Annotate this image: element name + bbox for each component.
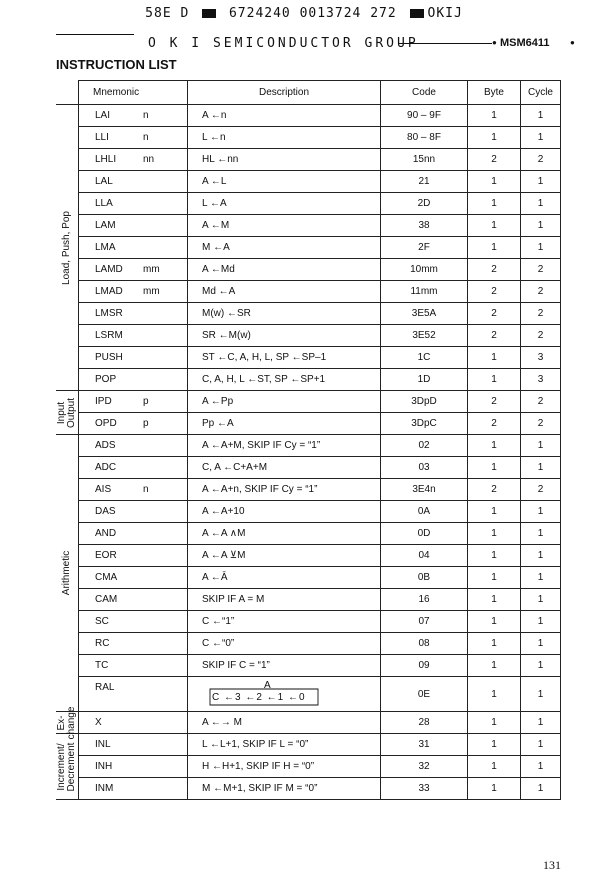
table-row [56,347,561,369]
description: H ←H+1, SKIP IF H = “0” [188,756,381,778]
black-block-mark [410,9,424,18]
cycle: 1 [521,734,561,756]
byte: 1 [468,171,521,193]
mnemonic: RAL [95,682,115,693]
rotate-diagram [202,679,332,707]
description: M(w) ←SR [188,303,381,325]
code: 1C [381,347,468,369]
group-label: Input Output [56,397,77,428]
code: 32 [381,756,468,778]
operand: p [143,396,149,407]
group-label-cell [56,706,79,739]
code: 80 – 8F [381,127,468,149]
description: A ←A+M, SKIP IF Cy = “1” [188,435,381,457]
mnemonic: PUSH [95,352,123,363]
code: 04 [381,545,468,567]
description: SR ←M(w) [188,325,381,347]
description: L ←n [188,127,381,149]
code: 3DpD [381,391,468,413]
description: C ←“1” [188,611,381,633]
group-label: Ex- change [56,706,77,739]
group-label: Increment/ Decrement [56,742,77,791]
code: 33 [381,778,468,800]
description: SKIP IF C = “1” [188,655,381,677]
mnemonic: POP [95,374,117,385]
byte: 2 [468,325,521,347]
mnemonic: OPD [95,418,117,429]
company-header [0,36,608,54]
header-rule [398,43,492,44]
byte: 1 [468,369,521,391]
table-row [56,545,561,567]
scan-header-line: 58E D 6724240 0013724 272 OKIJ [145,6,463,21]
description: L ←L+1, SKIP IF L = “0” [188,734,381,756]
part-number: MSM6411 [500,37,550,49]
table-row [56,193,561,215]
cycle: 1 [521,171,561,193]
cycle: 2 [521,259,561,281]
code: 90 – 9F [381,105,468,127]
table-row [56,501,561,523]
code: 3E4n [381,479,468,501]
code: 3DpC [381,413,468,435]
table-row [56,611,561,633]
mnemonic: EOR [95,550,117,561]
description: A ←Md [188,259,381,281]
code: 0B [381,567,468,589]
table-row [56,479,561,501]
mnemonic: SC [95,616,109,627]
description: A ←→ M [188,712,381,734]
byte: 1 [468,347,521,369]
mnemonic: LAI [95,110,111,121]
cycle: 1 [521,501,561,523]
group-label-cell [56,391,79,435]
mnemonic: CMA [95,572,118,583]
col-code: Code [381,81,468,105]
mnemonic: INL [95,739,111,750]
cycle: 1 [521,756,561,778]
table-row [56,171,561,193]
mnemonic: INH [95,761,113,772]
cycle: 2 [521,149,561,171]
description: M ←M+1, SKIP IF M = “0” [188,778,381,800]
table-row [56,325,561,347]
table-row [56,756,561,778]
byte: 2 [468,479,521,501]
table-row [56,413,561,435]
rotate-bottom-label: C ←3 ←2 ←1 ←0 [212,691,306,703]
description: Md ←A [188,281,381,303]
table-row [56,778,561,800]
mnemonic: LMA [95,242,116,253]
rotate-top-label: A [264,679,271,691]
byte: 1 [468,105,521,127]
table-row [56,677,561,712]
table-header-row [56,81,561,105]
black-block-mark [202,9,216,18]
code: 15nn [381,149,468,171]
mnemonic: LAM [95,220,116,231]
table-row [56,127,561,149]
byte: 1 [468,215,521,237]
table-row [56,237,561,259]
description: SKIP IF A = M [188,589,381,611]
byte: 1 [468,633,521,655]
code: 2F [381,237,468,259]
byte: 2 [468,281,521,303]
code: 16 [381,589,468,611]
byte: 1 [468,545,521,567]
col-description: Description [188,81,381,105]
cycle: 2 [521,479,561,501]
company-name: O K I SEMICONDUCTOR GROUP [148,36,419,51]
table-row [56,712,561,734]
byte: 1 [468,567,521,589]
code: 07 [381,611,468,633]
cycle: 1 [521,677,561,712]
table-row [56,259,561,281]
byte: 1 [468,655,521,677]
table-row [56,105,561,127]
code: 09 [381,655,468,677]
table-row [56,655,561,677]
description: A ←Pp [188,391,381,413]
description: A ←A ∧M [188,523,381,545]
byte: 2 [468,149,521,171]
table-row [56,149,561,171]
mnemonic: TC [95,660,109,671]
mnemonic: LHLI [95,154,117,165]
cycle: 2 [521,281,561,303]
cycle: 1 [521,712,561,734]
byte: 1 [468,435,521,457]
cycle: 2 [521,325,561,347]
byte: 2 [468,259,521,281]
byte: 1 [468,193,521,215]
mnemonic: LAL [95,176,113,187]
description [188,677,381,712]
description: A ←A+n, SKIP IF Cy = “1” [188,479,381,501]
description: HL ←nn [188,149,381,171]
mnemonic: IPD [95,396,112,407]
byte: 1 [468,712,521,734]
description: ST ←C, A, H, L, SP ←SP–1 [188,347,381,369]
byte: 1 [468,237,521,259]
code: 28 [381,712,468,734]
code: 3E52 [381,325,468,347]
byte: 1 [468,778,521,800]
byte: 1 [468,677,521,712]
code: 3E5A [381,303,468,325]
mnemonic: X [95,717,102,728]
table-row [56,567,561,589]
code: 08 [381,633,468,655]
operand: n [143,484,149,495]
cycle: 3 [521,369,561,391]
byte: 1 [468,611,521,633]
operand: p [143,418,149,429]
description: C ←“0” [188,633,381,655]
col-mnemonic: Mnemonic [79,81,188,105]
table-row [56,369,561,391]
cycle: 2 [521,413,561,435]
table-row [56,281,561,303]
cycle: 1 [521,633,561,655]
mnemonic: AIS [95,484,112,495]
cycle: 1 [521,778,561,800]
cycle: 3 [521,347,561,369]
bullet-icon: ● [492,38,497,47]
operand: n [143,110,149,121]
mnemonic: LMSR [95,308,123,319]
byte: 1 [468,127,521,149]
mnemonic: RC [95,638,110,649]
cycle: 1 [521,611,561,633]
operand: n [143,132,149,143]
description: A ←A ⊻M [188,545,381,567]
group-label-cell [56,435,79,712]
code: 38 [381,215,468,237]
cycle: 1 [521,567,561,589]
byte: 2 [468,303,521,325]
code: 31 [381,734,468,756]
code: 0E [381,677,468,712]
code: 0A [381,501,468,523]
description: Pp ←A [188,413,381,435]
cycle: 1 [521,435,561,457]
cycle: 1 [521,655,561,677]
description: C, A, H, L ←ST, SP ←SP+1 [188,369,381,391]
code: 2D [381,193,468,215]
instruction-table [56,80,561,800]
mnemonic: LMAD [95,286,123,297]
table-row [56,734,561,756]
table-row [56,435,561,457]
mnemonic: INM [95,783,114,794]
mnemonic: CAM [95,594,118,605]
group-label-cell [56,734,79,800]
group-label: Arithmetic [61,550,72,596]
mnemonic: LLA [95,198,113,209]
cycle: 1 [521,127,561,149]
cycle: 1 [521,589,561,611]
byte: 1 [468,756,521,778]
description: A ←Ā [188,567,381,589]
table-row [56,457,561,479]
byte: 1 [468,589,521,611]
description: M ←A [188,237,381,259]
description: C, A ←C+A+M [188,457,381,479]
cycle: 1 [521,215,561,237]
mnemonic: ADS [95,440,116,451]
operand: mm [143,286,160,297]
col-byte: Byte [468,81,521,105]
cycle: 1 [521,457,561,479]
cycle: 1 [521,523,561,545]
operand: nn [143,154,155,165]
byte: 2 [468,391,521,413]
operand: mm [143,264,160,275]
cycle: 1 [521,545,561,567]
cycle: 1 [521,237,561,259]
cycle: 1 [521,193,561,215]
byte: 1 [468,457,521,479]
code: 11mm [381,281,468,303]
table-row [56,391,561,413]
table-row [56,523,561,545]
mnemonic: DAS [95,506,116,517]
cycle: 2 [521,303,561,325]
group-label: Load, Push, Pop [61,210,72,285]
mnemonic: AND [95,528,117,539]
table-row [56,633,561,655]
description: A ←L [188,171,381,193]
table-row [56,215,561,237]
mnemonic: LSRM [95,330,123,341]
description: A ←M [188,215,381,237]
code: 02 [381,435,468,457]
mnemonic: LAMD [95,264,123,275]
cycle: 1 [521,105,561,127]
table-row [56,303,561,325]
byte: 2 [468,413,521,435]
group-label-cell [56,105,79,391]
bullet-icon: ● [570,38,575,47]
byte: 1 [468,523,521,545]
mnemonic: ADC [95,462,117,473]
code: 0D [381,523,468,545]
description: A ←n [188,105,381,127]
page-number: 131 [543,858,561,872]
header-rule [56,34,134,35]
code: 10mm [381,259,468,281]
byte: 1 [468,501,521,523]
code: 03 [381,457,468,479]
cycle: 2 [521,391,561,413]
description: A ←A+10 [188,501,381,523]
page-title: INSTRUCTION LIST [56,57,177,72]
byte: 1 [468,734,521,756]
mnemonic: LLI [95,132,109,143]
code: 21 [381,171,468,193]
col-cycle: Cycle [521,81,561,105]
code: 1D [381,369,468,391]
description: L ←A [188,193,381,215]
table-row [56,589,561,611]
